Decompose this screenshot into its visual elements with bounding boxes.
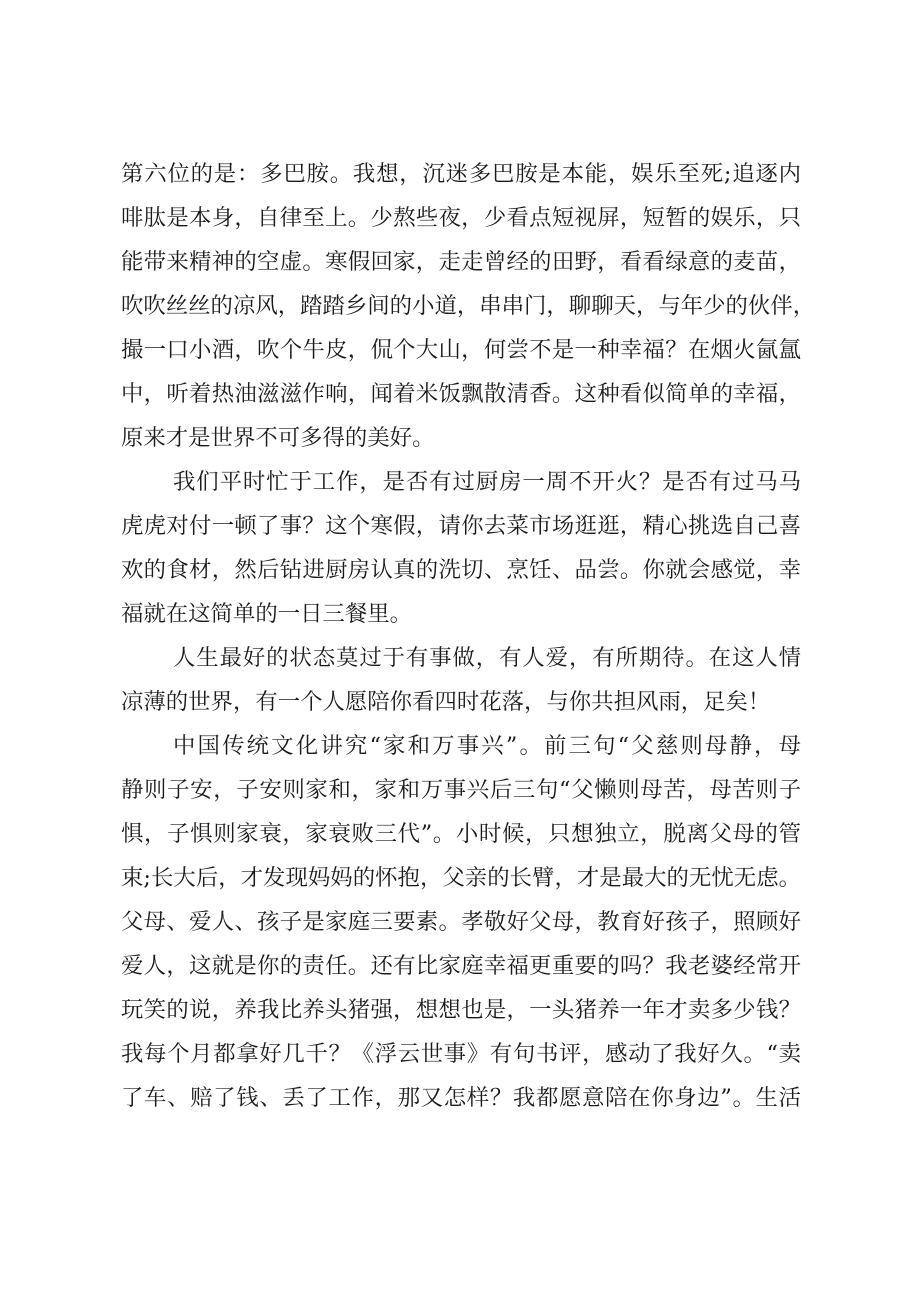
text-line: 原来才是世界不可多得的美好。 xyxy=(121,425,435,451)
paragraph-4 xyxy=(121,724,801,1120)
text-line: 中，听着热油滋滋作响，闻着米饭飘散清香。这种看似简单的幸福， xyxy=(121,381,801,407)
text-line: 人生最好的状态莫过于有事做，有人爱，有所期待。在这人情 xyxy=(173,645,801,671)
text-line: 我每个月都拿好几千？《浮云世事》有句书评，感动了我好久。“卖 xyxy=(121,1041,801,1067)
text-line: 父母、爱人、孩子是家庭三要素。孝敬好父母，教育好孩子，照顾好 xyxy=(121,909,801,935)
text-line: 中国传统文化讲究“家和万事兴”。前三句“父慈则母静，母 xyxy=(173,733,801,759)
text-line: 凉薄的世界，有一个人愿陪你看四时花落，与你共担风雨，足矣！ xyxy=(121,689,771,715)
text-line: 吹吹丝丝的凉风，踏踏乡间的小道，串串门，聊聊天，与年少的伙伴， xyxy=(121,293,816,319)
text-line: 惧，子惧则家衰，家衰败三代”。小时候，只想独立，脱离父母的管 xyxy=(121,821,801,847)
text-line: 第六位的是：多巴胺。我想，沉迷多巴胺是本能，娱乐至死;追逐内 xyxy=(121,161,801,187)
text-line: 能带来精神的空虚。寒假回家，走走曾经的田野，看看绿意的麦苗， xyxy=(121,249,801,275)
text-line: 爱人，这就是你的责任。还有比家庭幸福更重要的吗？我老婆经常开 xyxy=(121,953,801,979)
text-line: 欢的食材，然后钻进厨房认真的洗切、烹饪、品尝。你就会感觉，幸 xyxy=(121,557,801,583)
text-line: 玩笑的说，养我比养头猪强，想想也是，一头猪养一年才卖多少钱？ xyxy=(121,997,801,1023)
paragraph-3 xyxy=(121,636,801,724)
text-line: 束;长大后，才发现妈妈的怀抱，父亲的长臂，才是最大的无忧无虑。 xyxy=(121,865,801,891)
text-line: 静则子安，子安则家和，家和万事兴后三句“父懒则母苦，母苦则子 xyxy=(121,777,801,803)
text-line: 我们平时忙于工作，是否有过厨房一周不开火？是否有过马马 xyxy=(173,469,801,495)
text-line: 了车、赔了钱、丢了工作，那又怎样？我都愿意陪在你身边”。生活 xyxy=(121,1085,801,1111)
paragraph-1 xyxy=(121,152,816,460)
text-line: 撮一口小酒，吹个牛皮，侃个大山，何尝不是一种幸福？在烟火氤氲 xyxy=(121,337,801,363)
document-body xyxy=(121,152,816,1120)
text-line: 福就在这简单的一日三餐里。 xyxy=(121,601,413,627)
text-line: 啡肽是本身，自律至上。少熬些夜，少看点短视屏，短暂的娱乐，只 xyxy=(121,205,801,231)
text-line: 虎虎对付一顿了事？这个寒假，请你去菜市场逛逛，精心挑选自己喜 xyxy=(121,513,801,539)
paragraph-2 xyxy=(121,460,801,636)
